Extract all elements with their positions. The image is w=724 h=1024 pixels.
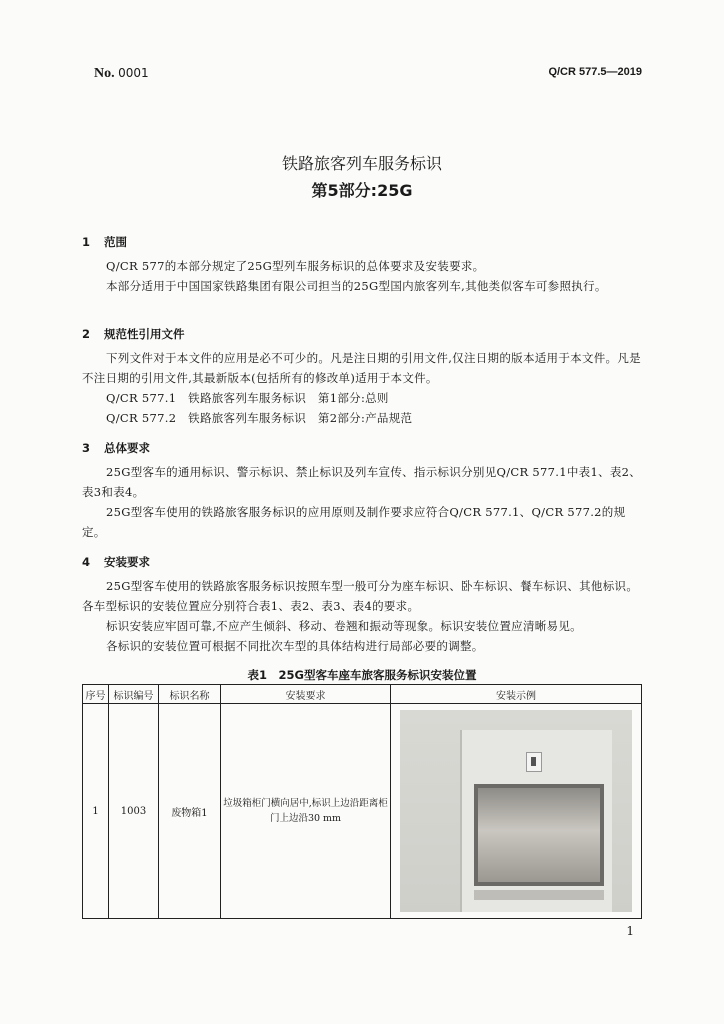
paragraph: 标识安装应牢固可靠,不应产生倾斜、移动、卷翘和振动等现象。标识安装位置应清晰易见。 <box>106 619 582 633</box>
col-header-requirement: 安装要求 <box>221 685 391 704</box>
installation-table <box>82 684 642 919</box>
document-number-label: No. <box>94 66 115 81</box>
table-row <box>83 704 642 919</box>
cell-seq: 1 <box>83 704 109 919</box>
col-header-name: 标识名称 <box>159 685 221 704</box>
paragraph: 各标识的安装位置可根据不同批次车型的具体结构进行局部必要的调整。 <box>106 639 484 653</box>
paragraph: Q/CR 577的本部分规定了25G型列车服务标识的总体要求及安装要求。 <box>106 259 485 273</box>
waste-bin-door <box>474 784 604 886</box>
section-number: 4 <box>82 555 91 569</box>
paragraph: 25G型客车使用的铁路旅客服务标识的应用原则及制作要求应符合Q/CR 577.1、Q/CR 577.2的规定。 <box>82 505 626 539</box>
col-header-code: 标识编号 <box>109 685 159 704</box>
section-heading-general <box>82 440 150 456</box>
section-number: 2 <box>82 327 91 341</box>
col-header-example: 安装示例 <box>391 685 642 704</box>
page-header <box>94 66 642 84</box>
section-heading-installation <box>82 554 150 570</box>
table-header-row <box>83 685 642 704</box>
cell-name: 废物箱1 <box>159 704 221 919</box>
section-number: 3 <box>82 441 91 455</box>
paragraph: 本部分适用于中国国家铁路集团有限公司担当的25G型国内旅客列车,其他类似客车可参照执行。 <box>106 279 607 293</box>
section-title: 范围 <box>104 235 127 249</box>
example-photo <box>400 710 632 912</box>
section-heading-references <box>82 326 185 342</box>
waste-bin-sign-icon <box>526 752 542 772</box>
section-title: 总体要求 <box>104 441 150 455</box>
section-number: 1 <box>82 235 91 249</box>
paragraph: 25G型客车的通用标识、警示标识、禁止标识及列车宣传、指示标识分别见Q/CR 577.1中表1、表2、表3和表4。 <box>82 465 642 499</box>
col-header-seq: 序号 <box>83 685 109 704</box>
section-heading-scope <box>82 234 127 250</box>
cell-requirement: 垃圾箱柜门横向居中,标识上边沿距离柜门上边沿30 mm <box>221 704 391 919</box>
page-number: 1 <box>626 924 634 938</box>
cell-example <box>391 704 642 919</box>
paragraph: 25G型客车使用的铁路旅客服务标识按照车型一般可分为座车标识、卧车标识、餐车标识、其他标识。各车型标识的安装位置应分别符合表1、表2、表3、表4的要求。 <box>82 579 639 613</box>
cabinet-rail <box>474 890 604 900</box>
paragraph: 下列文件对于本文件的应用是必不可少的。凡是注日期的引用文件,仅注日期的版本适用于本文件。凡是不注日期的引用文件,其最新版本(包括所有的修改单)适用于本文件。 <box>82 351 641 385</box>
document-title: 铁路旅客列车服务标识 <box>281 154 442 173</box>
section-title: 规范性引用文件 <box>104 327 185 341</box>
standard-code: Q/CR 577.5—2019 <box>548 66 642 78</box>
table-caption: 表1 25G型客车座车旅客服务标识安装位置 <box>247 668 477 682</box>
reference-item: Q/CR 577.2 铁路旅客列车服务标识 第2部分:产品规范 <box>106 411 413 425</box>
section-title: 安装要求 <box>104 555 150 569</box>
document-number <box>94 66 149 82</box>
document-number-value: 0001 <box>118 66 149 80</box>
cell-code: 1003 <box>109 704 159 919</box>
reference-item: Q/CR 577.1 铁路旅客列车服务标识 第1部分:总则 <box>106 391 389 405</box>
document-subtitle: 第5部分:25G <box>311 181 413 200</box>
